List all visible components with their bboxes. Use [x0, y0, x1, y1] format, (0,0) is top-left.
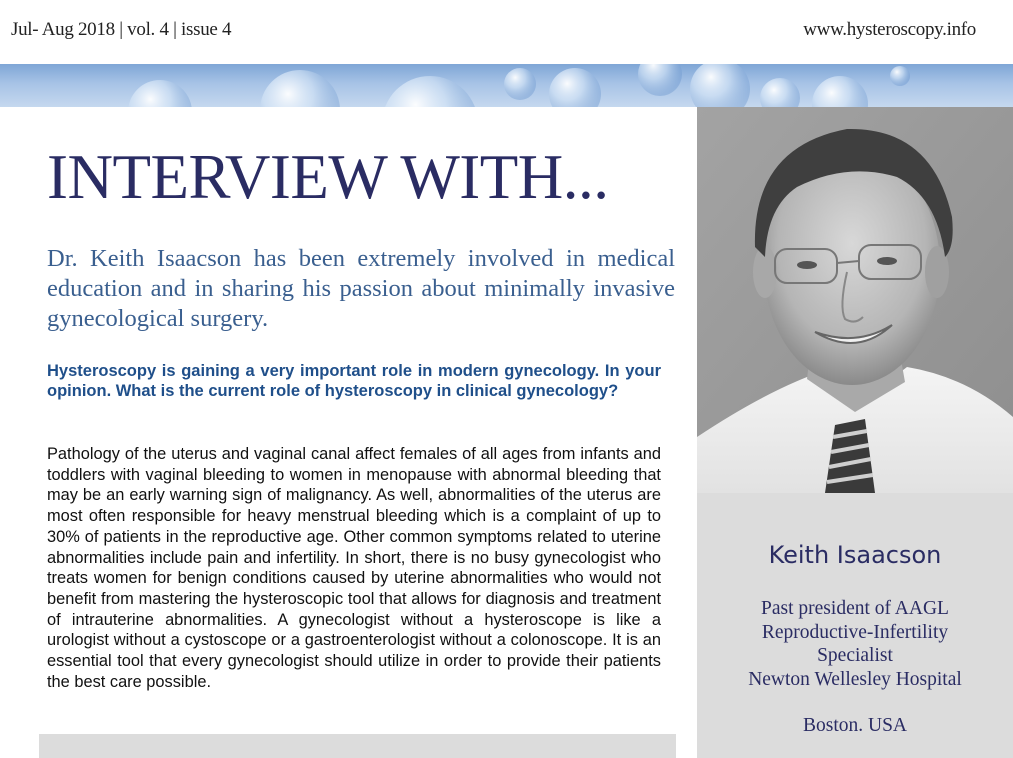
issue-info: Jul- Aug 2018 | vol. 4 | issue 4 — [11, 19, 232, 40]
profile-details — [697, 597, 1013, 691]
interview-answer — [47, 444, 661, 692]
profile-card — [697, 493, 1013, 758]
bubbles-decoration-icon — [0, 64, 1013, 107]
profile-detail-line: Past president of AAGL — [761, 598, 949, 619]
profile-detail-line: Reproductive-Infertility — [761, 621, 949, 643]
answer-text: Pathology of the uterus and vaginal canal affect females of all ages from infants and toddlers with vaginal bleeding to women in menopause with abnormal bleeding that may be an early warning sign of malignancy. As well, abnormalities of the uterus are most often responsible for heavy menstrual bleeding which is a complaint of up to 30% of patients in the reproductive age. Other common symptoms related to uterine abnormalities include pain and infertility. In short, there is no busy gynecologist who treats women for benign conditions caused by uterine abnormalities who would not benefit from mastering the hysteroscopic tool that allows for diagnosis and treatment of intrauterine abnormalities. A gynecologist without a hysteroscope is like a urologist without a cystoscope or a gastroenterologist without a colonoscope. It is an essential tool that every gynecologist should utilize in order to provide their patients the best care possible. — [47, 445, 661, 691]
issue-header — [0, 0, 1013, 64]
bubble-banner — [0, 64, 1013, 107]
profile-location: Boston. USA — [802, 715, 908, 736]
profile-name: Keith Isaacson — [768, 541, 942, 569]
portrait-image-icon — [697, 107, 1013, 493]
portrait-photo — [697, 107, 1013, 493]
bottom-panel — [39, 734, 676, 758]
question-text: Hysteroscopy is gaining a very important role in modern gynecology. In your opinion. What is the current role of hysteroscopy in clinical gynecology? — [47, 362, 661, 400]
page-title: INTERVIEW WITH... — [47, 142, 609, 212]
profile-detail-line: Specialist — [817, 645, 893, 666]
intro-paragraph: Dr. Keith Isaacson has been extremely involved in medical education and in sharing his passion about minimally invasive gynecological surgery. — [47, 245, 675, 332]
interview-question — [47, 361, 661, 401]
website-link[interactable]: www.hysteroscopy.info — [803, 19, 976, 40]
profile-detail-line: Newton Wellesley Hospital — [748, 668, 962, 690]
